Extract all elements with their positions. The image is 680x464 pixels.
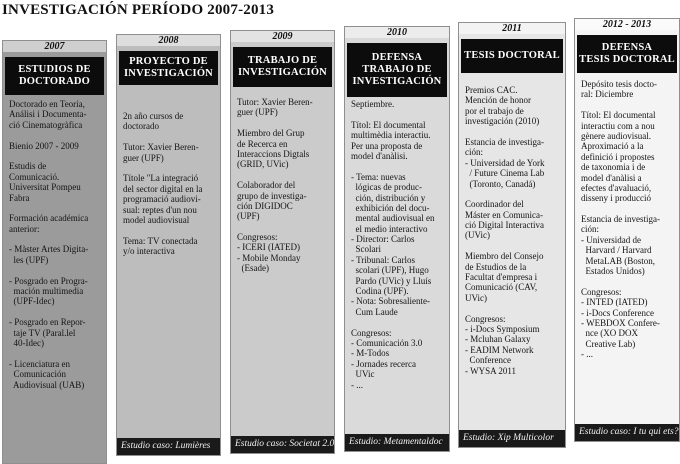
body-line: - M-Todos <box>351 348 390 359</box>
body-line: UVic <box>351 369 375 380</box>
body-line: del sector digital en la <box>123 183 203 194</box>
column-heading-line: ESTUDIOS DE <box>18 64 91 75</box>
timeline-column-1 <box>2 40 107 464</box>
body-line: ral: Diciembre <box>581 89 634 100</box>
body-line: Premios CAC. <box>465 85 518 95</box>
body-line: Tutor: Xavier Beren- <box>123 142 199 153</box>
column-heading <box>577 35 677 73</box>
body-line: Fabra <box>9 192 30 203</box>
body-line: - Posgrado en Progra- <box>9 275 88 286</box>
body-line: - Universidad de <box>581 234 641 245</box>
column-heading <box>5 57 104 95</box>
body-line: guer (UPF) <box>123 152 164 163</box>
body-line: - Jornades recerca <box>351 358 416 369</box>
body-line: de Estudios de la <box>465 261 527 272</box>
column-year: 2011 <box>459 23 565 34</box>
body-line: - Tema: nuevas <box>351 171 406 182</box>
body-line: y/o interactiva <box>123 246 175 257</box>
column-year: 2008 <box>117 35 220 46</box>
body-line: Bienio 2007 - 2009 <box>9 140 79 151</box>
body-line: Mención de honor <box>465 95 531 106</box>
body-line: Harvard / Harvard <box>581 245 652 256</box>
body-line: disseny i producció <box>581 193 651 204</box>
body-line: - i-Docs Conference <box>581 307 654 318</box>
body-line: - Universidad de York <box>465 157 545 168</box>
body-line: gènere audiovisual. <box>581 130 651 141</box>
case-study-footer: Estudio: Metamentaldoc <box>345 434 449 451</box>
body-line: Facultat d'empresa i <box>465 272 538 283</box>
column-heading <box>119 51 218 85</box>
body-line: Estancia de investiga- <box>465 136 544 147</box>
body-line: - Licenciatura en <box>9 358 70 369</box>
body-line <box>237 222 330 232</box>
body-line: Tema: TV conectada <box>123 235 198 246</box>
body-line: de Recerca en <box>237 138 288 149</box>
body-line: lógicas de produc- <box>351 182 422 193</box>
body-line: ción: <box>465 147 483 158</box>
case-study-footer: Estudio caso: Lumières <box>117 438 220 455</box>
body-line: Cum Laude <box>351 306 398 317</box>
body-line <box>581 100 675 110</box>
column-body <box>351 99 445 390</box>
body-line: (UPF-Idec) <box>9 296 55 307</box>
column-heading <box>461 39 563 73</box>
body-line: doctorado <box>123 121 159 132</box>
body-line: Tutor: Xavier Beren- <box>237 97 313 107</box>
column-year: 2007 <box>3 41 106 52</box>
body-line: de taxonomia i de <box>581 162 646 173</box>
body-line: / Future Cinema Lab <box>465 168 545 179</box>
body-line: - Director: Carlos <box>351 234 415 245</box>
body-line: les (UPF) <box>9 254 49 265</box>
body-line: sual: reptes d'un nou <box>123 204 197 215</box>
body-line <box>465 241 561 251</box>
body-line: Formación académica <box>9 213 89 224</box>
body-line: - Posgrado en Repor- <box>9 317 86 328</box>
body-line: Análisi i Documenta- <box>9 109 87 120</box>
column-year: 2012 - 2013 <box>575 19 679 30</box>
body-line: Estancia de investiga- <box>581 214 660 225</box>
body-line: ció Cinematogràfica <box>9 119 83 130</box>
body-line: Comunicación <box>9 369 66 380</box>
body-line <box>9 234 102 244</box>
body-line: Doctorado en Teoría, <box>9 99 85 109</box>
body-line <box>9 307 102 317</box>
body-line: scolari (UPF), Hugo <box>351 265 429 276</box>
column-body <box>9 99 102 390</box>
column-year: 2010 <box>345 27 449 38</box>
body-line: - INTED (IATED) <box>581 297 648 308</box>
column-heading <box>347 43 447 97</box>
body-line: mental audiovisual en <box>351 213 435 224</box>
body-line: - i-Docs Symposium <box>465 323 540 334</box>
column-heading-line: DEFENSA <box>371 52 423 63</box>
column-body <box>123 111 216 256</box>
body-line: programació audiovi- <box>123 194 201 205</box>
body-line: Comunicació (CAV, <box>465 282 538 293</box>
body-line: Estados Unidos) <box>581 266 645 277</box>
body-line: Audiovisual (UAB) <box>9 379 85 390</box>
body-line <box>581 276 675 286</box>
body-line: grupo de investiga- <box>237 190 307 201</box>
body-line: Depósito tesis docto- <box>581 79 657 89</box>
body-line: el medio interactivo <box>351 223 428 234</box>
body-line: Colaborador del <box>237 180 296 191</box>
body-line: guer (UPF) <box>237 107 278 118</box>
body-line: Miembro del Consejo <box>465 251 544 262</box>
body-line: Comunicació. <box>9 171 60 182</box>
body-line: model d'anàlisi a <box>581 172 642 183</box>
body-line: Conference <box>465 355 511 366</box>
timeline-column-2 <box>116 34 221 456</box>
body-line: Estudis de <box>9 161 47 172</box>
body-line: - Comunicación 3.0 <box>351 337 423 348</box>
body-line: - Tribunal: Carlos <box>351 254 416 265</box>
column-heading-line: DEFENSA <box>601 42 653 53</box>
body-line: 40-Idec) <box>9 337 44 348</box>
column-body <box>237 97 330 274</box>
case-study-footer: Estudio caso: I tu qui ets? <box>575 424 679 441</box>
body-line: Scolari <box>351 244 381 255</box>
body-line: Universitat Pompeu <box>9 182 81 193</box>
column-year: 2009 <box>231 31 334 42</box>
body-line: Septiembre. <box>351 99 395 109</box>
body-line: Coordinador del <box>465 199 524 210</box>
column-heading-line: INVESTIGACIÓN <box>124 68 213 79</box>
body-line: ción: <box>581 224 599 235</box>
body-line <box>9 151 102 161</box>
timeline-column-3 <box>230 30 335 454</box>
body-line: - WEBDOX Confere- <box>581 317 660 328</box>
body-line: - EADIM Network <box>465 344 534 355</box>
body-line: Títol: El documental <box>581 110 656 121</box>
body-line: ción DIGIDOC <box>237 200 293 211</box>
body-line: anterior: <box>9 223 40 234</box>
column-heading-line: TRABAJO DE <box>247 55 318 66</box>
body-line: nce (XO DOX <box>581 328 638 339</box>
body-line <box>9 130 102 140</box>
body-line: - Nota: Sobresaliente- <box>351 296 430 307</box>
body-line: - Mcluhan Galaxy <box>465 334 531 345</box>
timeline-column-6 <box>574 18 680 442</box>
body-line: (UVic) <box>465 230 490 241</box>
body-line <box>465 127 561 137</box>
column-body <box>581 79 675 360</box>
body-line: ció Digital Interactiva <box>465 220 544 231</box>
body-line: Aproximació a la <box>581 141 644 152</box>
column-heading-line: TRABAJO DE <box>362 64 432 75</box>
body-line <box>351 161 445 171</box>
body-line <box>581 204 675 214</box>
body-line: interactiu com a nou <box>581 120 655 131</box>
body-line: Congresos: <box>351 327 392 338</box>
body-line: taje TV (Paral.lel <box>9 327 76 338</box>
body-line: - ... <box>581 349 593 360</box>
body-line <box>237 118 330 128</box>
column-heading-line: DOCTORADO <box>18 76 91 87</box>
body-line <box>465 189 561 199</box>
body-line: Pardo (UVic) y Lluís <box>351 275 432 286</box>
body-line: MetaLAB (Boston, <box>581 255 655 266</box>
body-line: Per una proposta de <box>351 140 423 151</box>
column-heading-line: PROYECTO DE <box>129 56 208 67</box>
body-line: (Esade) <box>237 263 269 274</box>
body-line: Codina (UPF). <box>351 286 409 297</box>
body-line: multimèdia interactiu. <box>351 130 431 141</box>
column-body <box>465 85 561 376</box>
body-line: - Màster Artes Digita- <box>9 244 89 255</box>
column-heading-line: TESIS DOCTORAL <box>579 54 675 65</box>
body-line: Congresos: <box>581 286 622 297</box>
body-line <box>465 303 561 313</box>
body-line: definició i propostes <box>581 151 655 162</box>
body-line <box>9 265 102 275</box>
body-line: Miembro del Grup <box>237 128 305 139</box>
body-line: efectes d'avaluació, <box>581 182 652 193</box>
body-line: por el trabajo de <box>465 105 524 116</box>
body-line <box>351 317 445 327</box>
body-line: mación multimedia <box>9 286 84 297</box>
body-line <box>123 132 216 142</box>
body-line <box>351 109 445 119</box>
body-line: model audiovisual <box>123 214 190 225</box>
body-line <box>237 170 330 180</box>
body-line: - Mobile Monday <box>237 252 301 263</box>
body-line: Congresos: <box>465 313 506 324</box>
body-line: UVic) <box>465 292 487 303</box>
body-line <box>123 225 216 235</box>
timeline-column-4 <box>344 26 450 452</box>
body-line: 2n año cursos de <box>123 111 184 121</box>
body-line: Máster en Comunica- <box>465 209 543 220</box>
case-study-footer: Estudio: Xip Multicolor <box>459 430 565 447</box>
body-line: ción, distribución y <box>351 192 426 203</box>
page-title: INVESTIGACIÓN PERÍODO 2007-2013 <box>2 2 275 18</box>
body-line: Títole "La integració <box>123 173 199 184</box>
column-heading <box>233 47 332 87</box>
body-line: - WYSA 2011 <box>465 365 517 376</box>
body-line: (Toronto, Canadá) <box>465 178 536 189</box>
column-heading-line: INVESTIGACIÓN <box>238 67 327 78</box>
column-heading-line: INVESTIGACIÓN <box>352 76 442 87</box>
body-line: Creative Lab) <box>581 338 636 349</box>
timeline-column-5 <box>458 22 566 448</box>
body-line: investigación (2010) <box>465 116 540 127</box>
body-line: - ... <box>351 379 363 390</box>
body-line <box>123 163 216 173</box>
body-line: (UPF) <box>237 211 260 222</box>
body-line: model d'anàlisi. <box>351 150 408 161</box>
column-heading-line: TESIS DOCTORAL <box>464 50 560 61</box>
case-study-footer: Estudio caso: Societat 2.0 <box>231 436 334 453</box>
body-line <box>9 203 102 213</box>
body-line: (GRID, UVic) <box>237 159 289 170</box>
body-line: Interaccions Digtals <box>237 148 310 159</box>
body-line: exhibición del docu- <box>351 202 430 213</box>
body-line <box>9 348 102 358</box>
body-line: Títol: El documental <box>351 119 426 130</box>
body-line: - ICERI (IATED) <box>237 242 300 253</box>
body-line: Congresos: <box>237 232 278 243</box>
